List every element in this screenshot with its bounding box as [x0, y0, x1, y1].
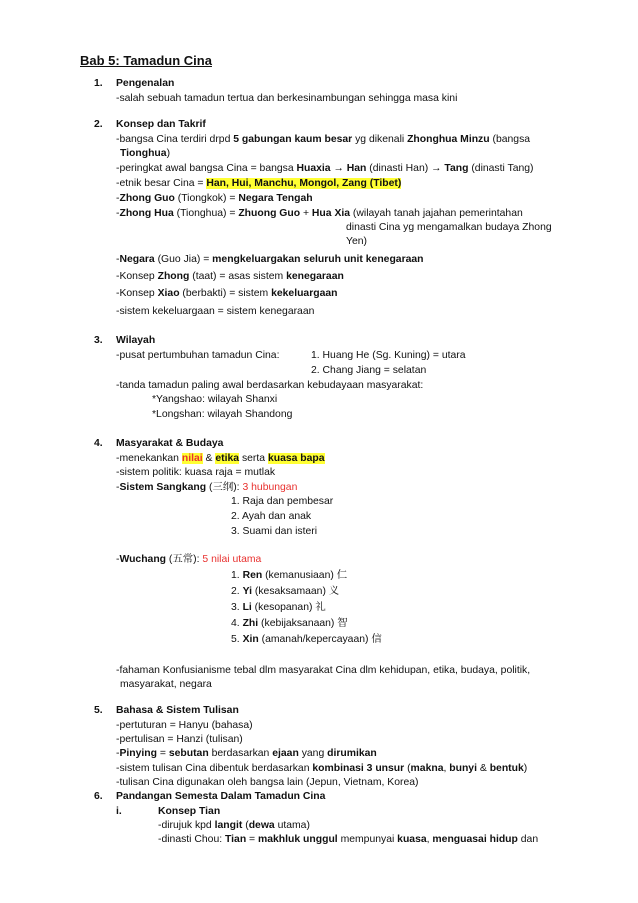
section-4-line-f1: -fahaman Konfusianisme tebal dlm masyarakat Cina dlm kehidupan, etika, budaya, politik,: [116, 665, 531, 676]
section-6-line-a: -dirujuk kpd langit (dewa utama): [158, 820, 310, 831]
section-1-line: -salah sebuah tamadun tertua dan berkesinambungan sehingga masa kini: [116, 93, 458, 104]
arrow-right-icon: →: [431, 163, 442, 174]
section-4-relation-2: 2. Ayah dan anak: [231, 511, 312, 522]
section-4-line-f2: masyarakat, negara: [120, 679, 212, 690]
section-4-line-c: -Sistem Sangkang (三纲): 3 hubungan: [116, 482, 298, 493]
section-2-line-l: -sistem kekeluargaan = sistem kenegaraan: [116, 306, 315, 317]
section-2-line-c: -peringkat awal bangsa Cina = bangsa Huaxia → Han (dinasti Han) → Tang (dinasti Tang): [116, 163, 534, 174]
section-1-heading: 1. Pengenalan: [94, 78, 175, 89]
section-2-line-b: Tionghua): [120, 148, 171, 159]
section-2-line-i: -Negara (Guo Jia) = mengkeluargakan seluruh unit kenegaraan: [116, 254, 424, 265]
section-4-value-5: 5. Xin (amanah/kepercayaan) 信: [231, 634, 382, 645]
section-4-relation-3: 3. Suami dan isteri: [231, 526, 318, 537]
section-4-line-a: -menekankan nilai & etika serta kuasa bapa: [116, 453, 325, 464]
section-2-line-k: -Konsep Xiao (berbakti) = sistem kekeluargaan: [116, 288, 338, 299]
section-3-line-b: 2. Chang Jiang = selatan: [311, 365, 427, 376]
section-5-heading: 5. Bahasa & Sistem Tulisan: [94, 705, 239, 716]
section-2-line-h: Yen): [346, 236, 367, 247]
section-4-line-e: -Wuchang (五常): 5 nilai utama: [116, 554, 262, 565]
section-2-line-g: dinasti Cina yg mengamalkan budaya Zhong: [346, 222, 552, 233]
section-5-line-a: -pertuturan = Hanyu (bahasa): [116, 720, 253, 731]
section-4-value-2: 2. Yi (kesaksamaan) 义: [231, 586, 340, 597]
section-4-relation-1: 1. Raja dan pembesar: [231, 496, 334, 507]
section-6-line-b: -dinasti Chou: Tian = makhluk unggul mempunyai kuasa, menguasai hidup dan: [158, 834, 539, 845]
section-4-line-b: -sistem politik: kuasa raja = mutlak: [116, 467, 276, 478]
section-6-heading: 6. Pandangan Semesta Dalam Tamadun Cina: [94, 791, 326, 802]
highlighted-ethnic-groups: Han, Hui, Manchu, Mongol, Zang (Tibet): [206, 178, 402, 189]
section-5-line-c: -Pinying = sebutan berdasarkan ejaan yang dirumikan: [116, 748, 377, 759]
section-3-line-a1: -pusat pertumbuhan tamadun Cina:: [116, 350, 280, 361]
section-3-line-a2: 1. Huang He (Sg. Kuning) = utara: [311, 350, 466, 361]
section-4-heading: 4. Masyarakat & Budaya: [94, 438, 224, 449]
section-2-line-e: -Zhong Guo (Tiongkok) = Negara Tengah: [116, 193, 313, 204]
section-3-line-c: -tanda tamadun paling awal berdasarkan kebudayaan masyarakat:: [116, 380, 424, 391]
section-4-value-3: 3. Li (kesopanan) 礼: [231, 602, 326, 613]
section-2-heading: 2. Konsep dan Takrif: [94, 119, 206, 130]
section-4-value-4: 4. Zhi (kebijaksanaan) 智: [231, 618, 348, 629]
section-3-line-e: *Longshan: wilayah Shandong: [152, 409, 293, 420]
section-3-heading: 3. Wilayah: [94, 335, 156, 346]
section-2-line-j: -Konsep Zhong (taat) = asas sistem kenegaraan: [116, 271, 344, 282]
section-2-line-f: -Zhong Hua (Tionghua) = Zhuong Guo + Hua Xia (wilayah tanah jajahan pemerintahan: [116, 208, 523, 219]
section-2-line-a: -bangsa Cina terdiri drpd 5 gabungan kaum besar yg dikenali Zhonghua Minzu (bangsa: [116, 134, 531, 145]
chapter-title: Bab 5: Tamadun Cina: [80, 53, 212, 68]
section-5-line-b: -pertulisan = Hanzi (tulisan): [116, 734, 243, 745]
section-4-value-1: 1. Ren (kemanusiaan) 仁: [231, 570, 348, 581]
section-2-line-d: -etnik besar Cina = Han, Hui, Manchu, Mongol, Zang (Tibet): [116, 178, 402, 189]
section-5-line-e: -tulisan Cina digunakan oleh bangsa lain (Jepun, Vietnam, Korea): [116, 777, 419, 788]
arrow-right-icon: →: [333, 163, 344, 174]
section-3-line-d: *Yangshao: wilayah Shanxi: [152, 394, 278, 405]
section-5-line-d: -sistem tulisan Cina dibentuk berdasarkan kombinasi 3 unsur (makna, bunyi & bentuk): [116, 763, 528, 774]
section-6-subheading: i. Konsep Tian: [116, 806, 221, 817]
